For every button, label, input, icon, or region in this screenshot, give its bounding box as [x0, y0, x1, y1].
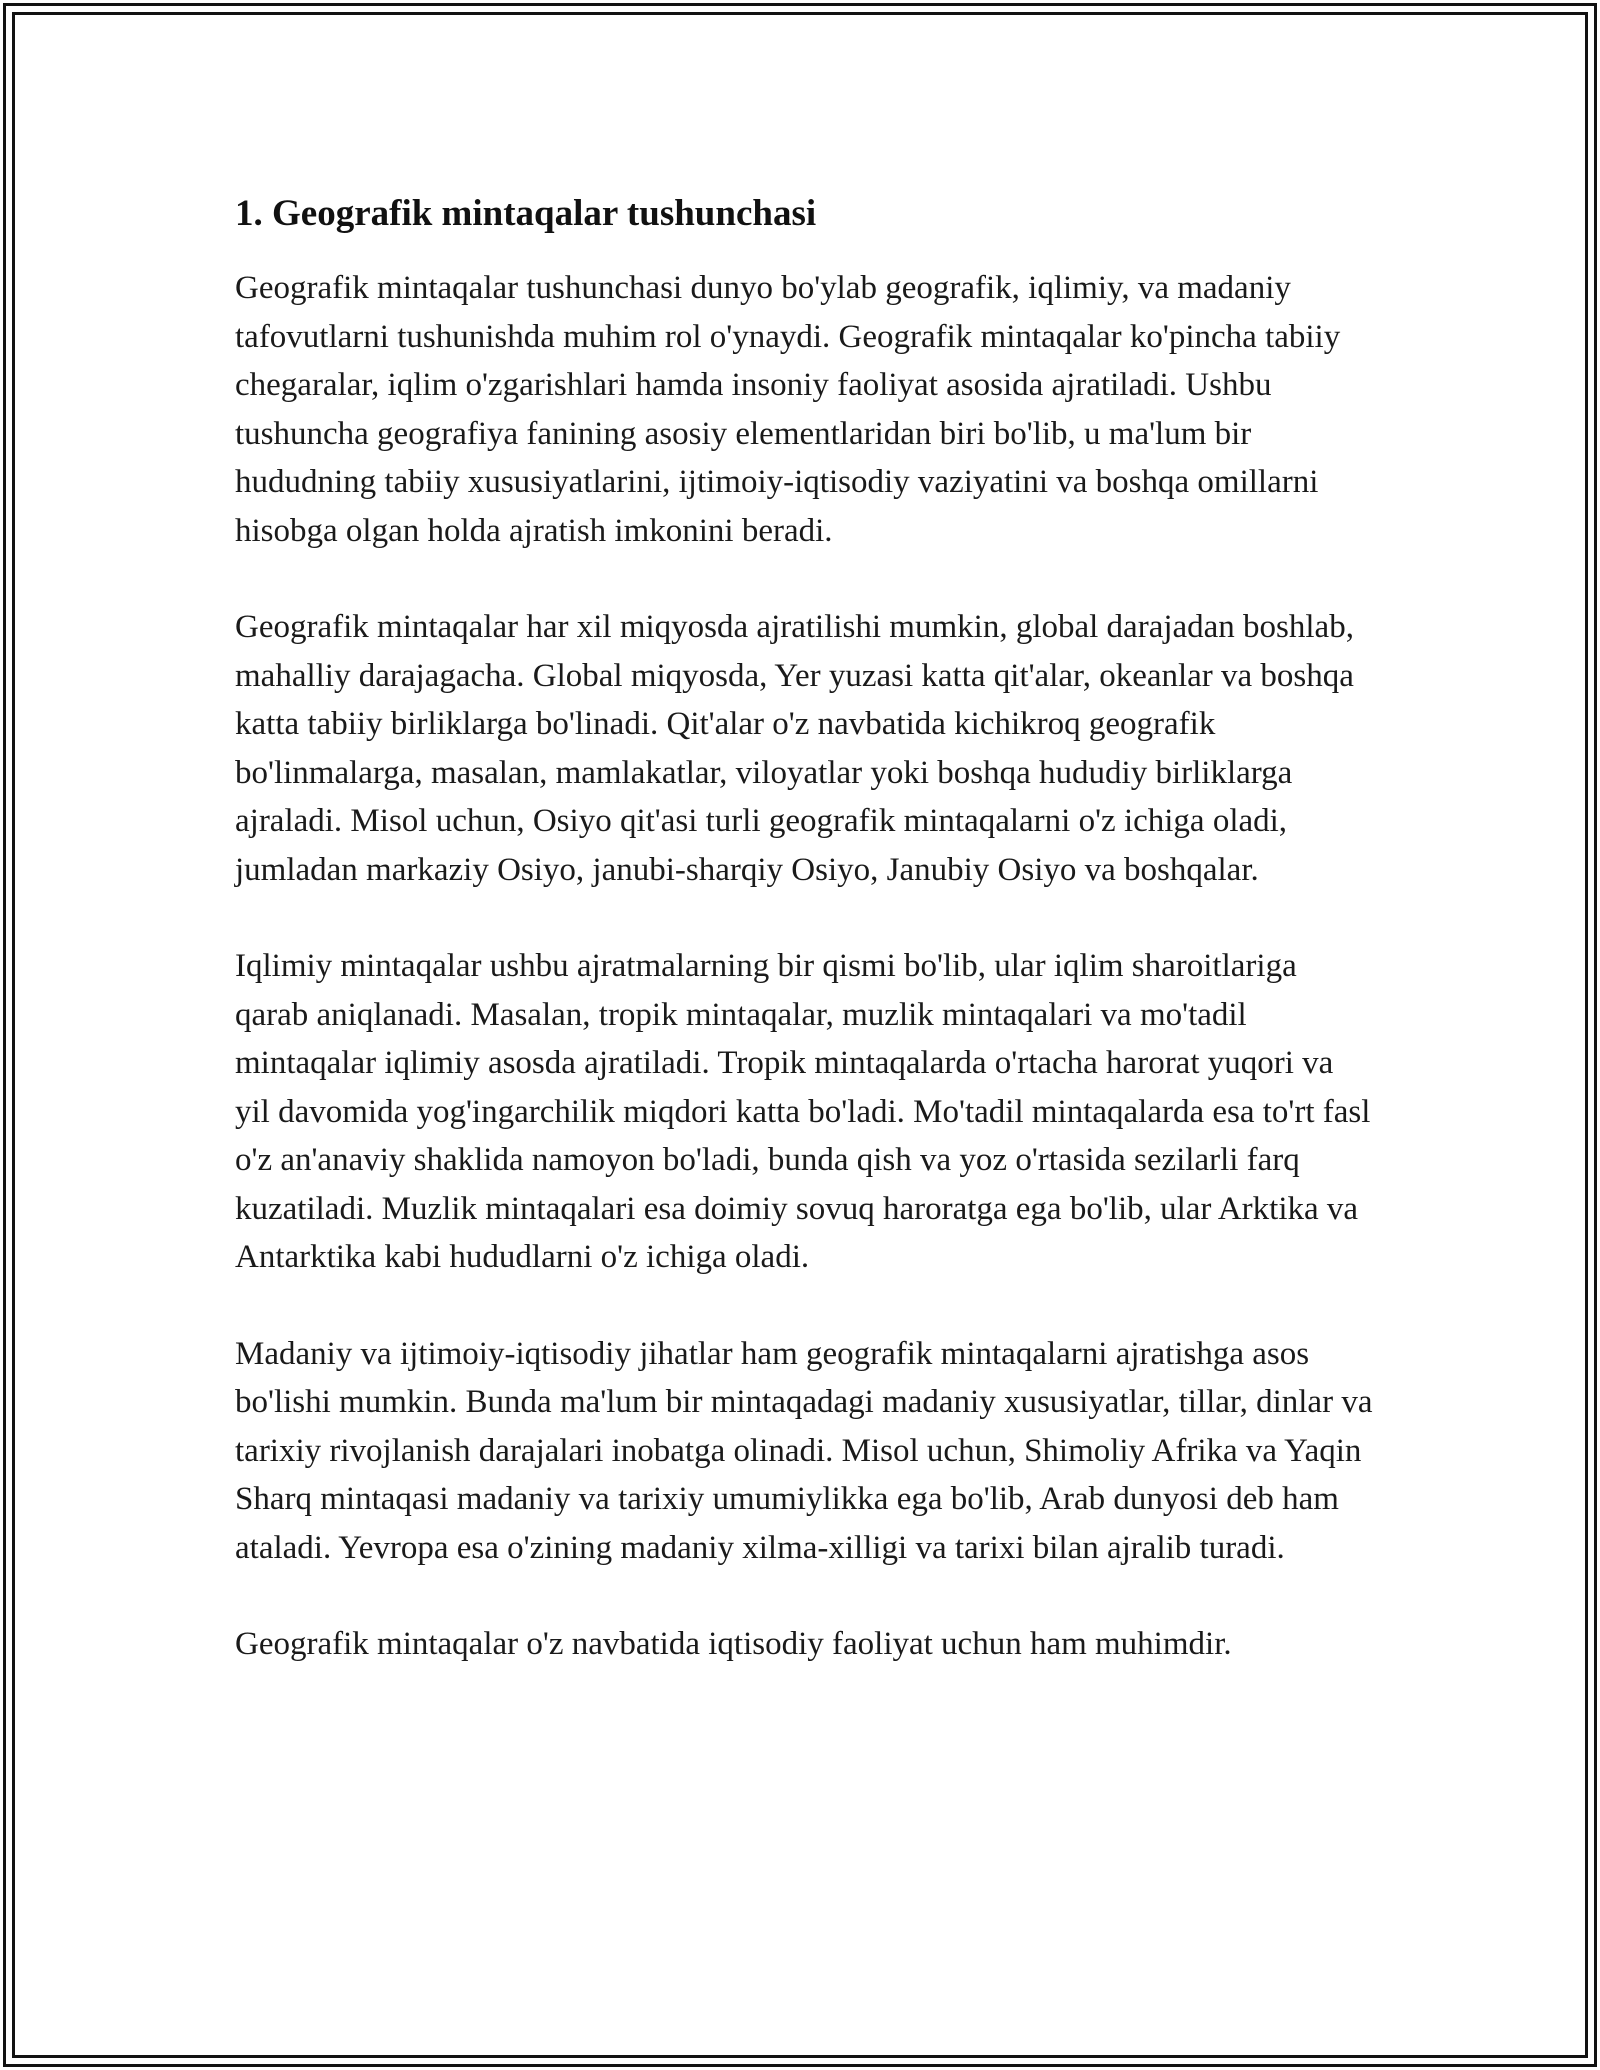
document-body	[235, 186, 1375, 1717]
section-heading: 1. Geografik mintaqalar tushunchasi	[235, 193, 817, 234]
paragraph-5: Geografik mintaqalar o'z navbatida iqtisodiy faoliyat uchun ham muhimdir.	[235, 1626, 1232, 1662]
paragraph-1: Geografik mintaqalar tushunchasi dunyo bo'ylab geografik, iqlimiy, va madaniy tafovutlarni tushunishda muhim rol o'ynaydi. Geografik mintaqalar ko'pincha tabiiy chegaralar, iqlim o'zgarishlari hamda insoniy faoliyat asosida ajratiladi. Ushbu tushuncha geografiya fanining asosiy elementlaridan biri bo'lib, u ma'lum bir hududning tabiiy xususiyatlarini, ijtimoiy-iqtisodiy vaziyatini va boshqa omillarni hisobga olgan holda ajratish imkonini beradi.	[235, 270, 1341, 549]
paragraph-3: Iqlimiy mintaqalar ushbu ajratmalarning bir qismi bo'lib, ular iqlim sharoitlariga qarab aniqlanadi. Masalan, tropik mintaqalar, muzlik mintaqalari va mo'tadil mintaqalar iqlimiy asosda ajratiladi. Tropik mintaqalarda o'rtacha harorat yuqori va yil davomida yog'ingarchilik miqdori katta bo'ladi. Mo'tadil mintaqalarda esa to'rt fasl o'z an'anaviy shaklida namoyon bo'ladi, bunda qish va yoz o'rtasida sezilarli farq kuzatiladi. Muzlik mintaqalari esa doimiy sovuq haroratga ega bo'lib, ular Arktika va Antarktika kabi hududlarni o'z ichiga oladi.	[235, 948, 1371, 1275]
paragraph-4: Madaniy va ijtimoiy-iqtisodiy jihatlar ham geografik mintaqalarni ajratishga asos bo'lishi mumkin. Bunda ma'lum bir mintaqadagi madaniy xususiyatlar, tillar, dinlar va tarixiy rivojlanish darajalari inobatga olinadi. Misol uchun, Shimoliy Afrika va Yaqin Sharq mintaqasi madaniy va tarixiy umumiylikka ega bo'lib, Arab dunyosi deb ham ataladi. Yevropa esa o'zining madaniy xilma-xilligi va tarixi bilan ajralib turadi.	[235, 1335, 1373, 1566]
paragraph-2: Geografik mintaqalar har xil miqyosda ajratilishi mumkin, global darajadan boshlab, mahalliy darajagacha. Global miqyosda, Yer yuzasi katta qit'alar, okeanlar va boshqa katta tabiiy birliklarga bo'linadi. Qit'alar o'z navbatida kichikroq geografik bo'linmalarga, masalan, mamlakatlar, viloyatlar yoki boshqa hududiy birliklarga ajraladi. Misol uchun, Osiyo qit'asi turli geografik mintaqalarni o'z ichiga oladi, jumladan markaziy Osiyo, janubi-sharqiy Osiyo, Janubiy Osiyo va boshqalar.	[235, 609, 1354, 888]
